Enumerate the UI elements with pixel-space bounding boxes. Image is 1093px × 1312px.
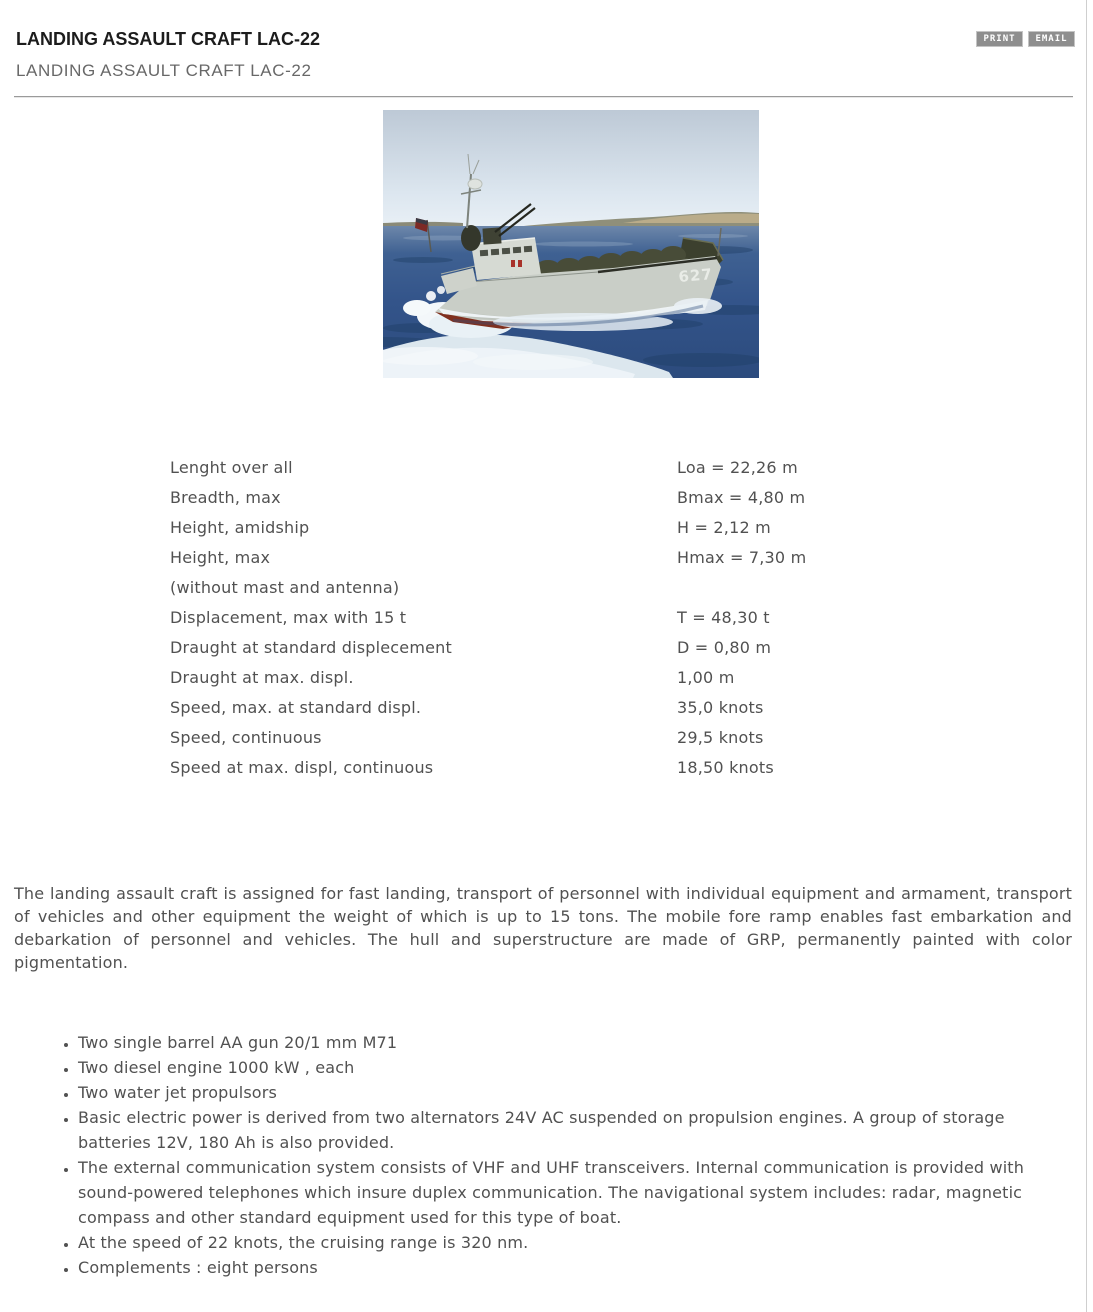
spec-label: Draught at max. displ. [170, 667, 354, 687]
spec-label: Height, max [170, 547, 271, 567]
feature-item: • Basic electric power is derived from two alternators 24V AC suspended on propulsion engines. A group of storage batteries 12V, 180 Ah is also provided. [78, 1105, 1028, 1155]
spec-row [170, 632, 806, 662]
description-paragraph: The landing assault craft is assigned for fast landing, transport of personnel with individual equipment and armament, transport of vehicles and other equipment the weight of which is up to 15 tons. The mobile fore ramp enables fast embarkation and debarkation of personnel and vehicles. The hull and superstructure are made of GRP, permanently painted with color pigmentation. [14, 884, 1072, 972]
email-button[interactable]: EMAIL [1028, 31, 1075, 47]
feature-item: • At the speed of 22 knots, the cruising range is 320 nm. [78, 1230, 1028, 1255]
toolbar [976, 31, 1075, 47]
spec-value: 18,50 knots [677, 757, 774, 777]
spec-value: Hmax = 7,30 m [677, 547, 807, 567]
spec-value: 35,0 knots [677, 697, 764, 717]
boat-photo-svg [383, 110, 759, 378]
feature-item: • Two diesel engine 1000 kW , each [78, 1055, 1028, 1080]
spec-row [170, 512, 806, 542]
spec-label: Displacement, max with 15 t [170, 607, 407, 627]
spec-label: Lenght over all [170, 457, 293, 477]
sky [383, 110, 759, 228]
spec-value: D = 0,80 m [677, 637, 772, 657]
boat-photo [383, 110, 759, 378]
spec-value: 29,5 knots [677, 727, 764, 747]
spec-label: Speed, continuous [170, 727, 322, 747]
spec-row [170, 452, 806, 482]
header-divider [14, 96, 1073, 98]
spec-row [170, 482, 806, 512]
spec-row [170, 542, 806, 572]
spec-table [170, 452, 806, 782]
spec-value: 1,00 m [677, 667, 735, 687]
spec-row [170, 662, 806, 692]
feature-item: • Complements : eight persons [78, 1255, 1028, 1280]
spec-value: H = 2,12 m [677, 517, 771, 537]
spec-value: Loa = 22,26 m [677, 457, 798, 477]
spec-label: Speed at max. displ, continuous [170, 757, 434, 777]
spec-value [677, 572, 806, 602]
print-button[interactable]: PRINT [976, 31, 1023, 47]
hull-number-text: 627 [677, 265, 714, 286]
spec-label: Draught at standard displecement [170, 637, 452, 657]
spec-table-body [170, 452, 806, 782]
article-subtitle: LANDING ASSAULT CRAFT LAC-22 [16, 61, 312, 80]
spec-row [170, 572, 806, 602]
spec-label: Breadth, max [170, 487, 281, 507]
page-title: LANDING ASSAULT CRAFT LAC-22 [16, 29, 320, 49]
feature-list [14, 1030, 1088, 1280]
spec-label: Speed, max. at standard displ. [170, 697, 422, 717]
feature-item: • Two water jet propulsors [78, 1080, 1028, 1105]
spec-row [170, 722, 806, 752]
spec-row [170, 602, 806, 632]
feature-item: • The external communication system consists of VHF and UHF transceivers. Internal communication is provided with sound-powered telephones which insure duplex communication. The navigational system includes: radar, magnetic compass and other standard equipment used for this type of boat. [78, 1155, 1028, 1230]
spec-value: Bmax = 4,80 m [677, 487, 806, 507]
spec-label: (without mast and antenna) [170, 577, 400, 597]
spec-label: Height, amidship [170, 517, 310, 537]
spec-row [170, 752, 806, 782]
spec-row [170, 692, 806, 722]
spec-value: T = 48,30 t [677, 607, 770, 627]
feature-item: • Two single barrel AA gun 20/1 mm M71 [78, 1030, 1028, 1055]
